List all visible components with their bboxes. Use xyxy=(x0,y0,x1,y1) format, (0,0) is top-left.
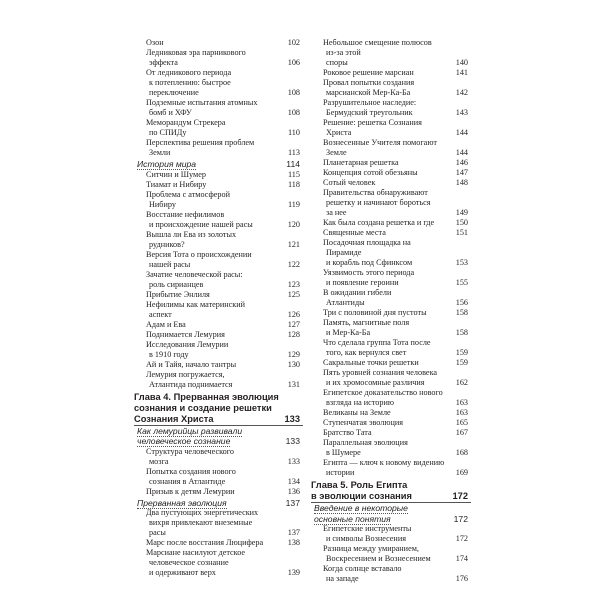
entry-title: Планетарная решетка xyxy=(323,158,399,167)
section-entry xyxy=(134,498,303,509)
entry-title: Небольшое смещение полюсов из-за этой споры xyxy=(323,38,432,67)
page-number: 133 xyxy=(285,436,300,446)
toc-entry xyxy=(134,68,303,98)
page-number: 133 xyxy=(284,413,300,424)
entry-title: Перспектива решения проблем Земли xyxy=(146,138,255,157)
chapter-heading xyxy=(311,480,471,502)
page-number: 174 xyxy=(455,554,468,563)
entry-title: Исследования Лемурии в 1910 году xyxy=(146,339,229,359)
entry-title: Провал попытки создания марсианской Мер-Ка-Ба xyxy=(323,78,415,97)
entry-title: Меморандум Стрекера по СПИДу xyxy=(146,118,226,137)
toc-entry xyxy=(134,210,303,230)
toc-left-column xyxy=(134,38,303,578)
page-number: 172 xyxy=(453,513,468,524)
page-number: 141 xyxy=(455,68,468,77)
page-number: 118 xyxy=(288,179,300,189)
page-number: 155 xyxy=(455,278,468,287)
entry-title: Египта — ключ к новому видению истории xyxy=(323,458,445,477)
entry-title: Ситчин и Шумер xyxy=(146,169,206,179)
toc-entry xyxy=(134,320,303,330)
toc-entry xyxy=(311,544,471,564)
page-number: 142 xyxy=(455,88,468,97)
page-number: 159 xyxy=(455,348,468,357)
page-number: 153 xyxy=(455,258,468,267)
section-entry xyxy=(134,426,303,447)
page-number: 106 xyxy=(287,58,300,67)
page-number: 139 xyxy=(287,568,300,577)
entry-title: Разрушительное наследие: Бермудский треугольник xyxy=(323,98,417,117)
entry-title: Роковое решение марсиан xyxy=(323,68,414,77)
entry-title: Два пустующих энергетических вихря привлекают внеземные расы xyxy=(146,508,259,537)
toc-entry xyxy=(311,168,471,178)
toc-right-column xyxy=(311,38,471,584)
entry-title: Тиамат и Нибиру xyxy=(146,179,207,189)
toc-entry xyxy=(311,138,471,158)
entry-title: Сакральные точки решетки xyxy=(323,358,419,367)
entry-title: Сотый человек xyxy=(323,178,376,187)
toc-entry xyxy=(311,178,471,188)
entry-title: Концепция сотой обезьяны xyxy=(323,168,418,177)
entry-title: Зачатие человеческой расы: роль сирианцев xyxy=(146,269,243,289)
toc-entry xyxy=(134,38,303,48)
page-number: 167 xyxy=(455,428,468,437)
page-number: 165 xyxy=(455,418,468,427)
page-number: 137 xyxy=(285,497,300,508)
entry-title: Адам и Ева xyxy=(146,319,186,329)
toc-entry xyxy=(134,538,303,548)
page-number: 115 xyxy=(288,169,300,179)
entry-title: Решение: решетка Сознания Христа xyxy=(323,118,422,137)
page-number: 133 xyxy=(287,456,300,466)
toc-entry xyxy=(134,360,303,370)
section-entry xyxy=(311,503,471,524)
entry-title: Призыв к детям Лемурии xyxy=(146,486,235,496)
page-number: 147 xyxy=(455,168,468,177)
page-number: 163 xyxy=(455,408,468,417)
toc-entry xyxy=(311,98,471,118)
toc-entry xyxy=(311,368,471,388)
entry-title: Глава 5. Роль Египта в эволюции сознания xyxy=(311,480,412,501)
toc-entry xyxy=(134,340,303,360)
toc-entry xyxy=(134,487,303,497)
toc-entry xyxy=(134,138,303,158)
entry-title: Вышла ли Ева из золотых рудников? xyxy=(146,229,237,249)
page-number: 169 xyxy=(455,468,468,477)
entry-title: Пять уровней сознания человека и их хромосомные различия xyxy=(323,368,438,387)
toc-entry xyxy=(311,268,471,288)
page-number: 163 xyxy=(455,398,468,407)
toc-entry xyxy=(311,408,471,418)
toc-entry xyxy=(311,238,471,268)
toc-entry xyxy=(311,564,471,584)
entry-title: Ледниковая эра парникового эффекта xyxy=(146,48,246,67)
page-number: 122 xyxy=(287,259,300,269)
page-number: 110 xyxy=(288,128,300,137)
toc-entry xyxy=(134,230,303,250)
page-number: 148 xyxy=(455,178,468,187)
entry-title: Проблема с атмосферой Нибиру xyxy=(146,189,230,209)
entry-title: Посадочная площадка на Пирамиде и корабль под Сфинксом xyxy=(323,238,413,267)
page-number: 127 xyxy=(287,319,300,329)
entry-title: История мира xyxy=(137,159,197,169)
entry-title: Прибытие Энлиля xyxy=(146,289,210,299)
page-number: 143 xyxy=(455,108,468,117)
page-number: 146 xyxy=(455,158,468,167)
page-number: 129 xyxy=(287,349,300,359)
entry-title: Марс после восстания Люцифера xyxy=(146,538,264,547)
page-number: 125 xyxy=(287,289,300,299)
toc-entry xyxy=(311,68,471,78)
page-number: 131 xyxy=(287,379,300,389)
toc-entry xyxy=(134,548,303,578)
entry-title: Память, магнитные поля и Мер-Ка-Ба xyxy=(323,318,410,337)
toc-entry xyxy=(311,338,471,358)
page-number: 119 xyxy=(288,199,300,209)
chapter-heading xyxy=(134,392,303,425)
page-number: 114 xyxy=(286,159,300,169)
entry-title: Когда солнце вставало на западе xyxy=(323,564,402,583)
page-number: 162 xyxy=(455,378,468,387)
page-number: 134 xyxy=(287,476,300,486)
entry-title: Восстание нефилимов и происхождение нашей расы xyxy=(146,209,253,229)
page-number: 102 xyxy=(287,38,300,47)
entry-title: Разница между умиранием, Воскресением и Вознесением xyxy=(323,544,431,563)
entry-title: Ай и Тайя, начало тантры xyxy=(146,359,237,369)
page-number: 126 xyxy=(287,309,300,319)
entry-title: Священные места xyxy=(323,228,386,237)
toc-entry xyxy=(311,118,471,138)
page-number: 121 xyxy=(287,239,300,249)
page-number: 120 xyxy=(287,219,300,229)
entry-title: Поднимается Лемурия xyxy=(146,329,225,339)
page-number: 172 xyxy=(455,534,468,543)
page-number: 144 xyxy=(455,148,468,157)
entry-title: Прерванная эволюция xyxy=(137,497,227,508)
toc-entry xyxy=(134,180,303,190)
toc-entry xyxy=(311,288,471,308)
entry-title: Как лемурийцы развивали человеческое сознание xyxy=(137,425,243,446)
entry-title: Озон xyxy=(146,38,164,47)
page-number: 151 xyxy=(455,228,468,237)
toc-entry xyxy=(134,48,303,68)
entry-title: Три с половиной дня пустоты xyxy=(323,308,427,317)
toc-entry xyxy=(311,78,471,98)
entry-title: Египетские инструменты и символы Вознесения xyxy=(323,524,412,543)
entry-title: Что сделала группа Тота после того, как вернулся свет xyxy=(323,338,431,357)
entry-title: Структура человеческого мозга xyxy=(146,446,234,466)
entry-title: Великаны на Земле xyxy=(323,408,391,417)
page-number: 172 xyxy=(452,491,468,501)
entry-title: Подземные испытания атомных бомб и ХФУ xyxy=(146,98,258,117)
toc-entry xyxy=(134,270,303,290)
entry-title: Версия Тота о происхождении нашей расы xyxy=(146,249,252,269)
entry-title: Братство Тата xyxy=(323,428,372,437)
entry-title: Как была создана решетка и где xyxy=(323,218,435,227)
page-number: 149 xyxy=(455,208,468,217)
toc-entry xyxy=(311,318,471,338)
toc-entry xyxy=(311,418,471,428)
toc-entry xyxy=(134,330,303,340)
toc-entry xyxy=(311,358,471,368)
section-entry xyxy=(134,159,303,170)
page-number: 138 xyxy=(287,538,300,547)
toc-entry xyxy=(134,467,303,487)
toc-entry xyxy=(134,250,303,270)
toc-entry xyxy=(311,218,471,228)
page-number: 176 xyxy=(455,574,468,583)
entry-title: Нефилимы как материнский аспект xyxy=(146,299,246,319)
toc-entry xyxy=(311,458,471,478)
toc-entry xyxy=(311,524,471,544)
page-number: 136 xyxy=(287,486,300,496)
entry-title: Попытка создания нового сознания в Атлантиде xyxy=(146,466,236,486)
entry-title: Вознесенные Учителя помогают Земле xyxy=(323,138,437,157)
entry-title: В ожидании гибели Атлантиды xyxy=(323,288,392,307)
entry-title: Египетское доказательство нового взгляда на историю xyxy=(323,388,443,407)
entry-title: Параллельная эволюция в Шумере xyxy=(323,438,408,457)
toc-entry xyxy=(311,38,471,68)
toc-entry xyxy=(134,447,303,467)
page-number: 123 xyxy=(287,279,300,289)
entry-title: Лемурия погружается, Атлантида поднимается xyxy=(146,369,233,389)
toc-entry xyxy=(134,98,303,118)
toc-entry xyxy=(311,308,471,318)
page-number: 158 xyxy=(455,308,468,317)
toc-entry xyxy=(134,370,303,390)
page-number: 140 xyxy=(455,58,468,67)
page-number: 128 xyxy=(287,329,300,339)
page-number: 150 xyxy=(455,218,468,227)
entry-title: От ледникового периода к потеплению: быстрое переключение xyxy=(146,68,232,97)
entry-title: Ступенчатая эволюция xyxy=(323,418,404,427)
page-number: 108 xyxy=(287,108,300,117)
entry-title: Уязвимость этого периода и появление героини xyxy=(323,268,415,287)
toc-entry xyxy=(134,290,303,300)
page-number: 130 xyxy=(287,359,300,369)
entry-title: Правительства обнаруживают решетку и начинают бороться за нее xyxy=(323,188,431,217)
page-number: 156 xyxy=(455,298,468,307)
entry-title: Глава 4. Прерванная эволюция сознания и создание решетки Сознания Христа xyxy=(134,391,279,424)
toc-entry xyxy=(311,228,471,238)
page-number: 144 xyxy=(455,128,468,137)
page-number: 159 xyxy=(455,358,468,367)
toc-entry xyxy=(134,170,303,180)
toc-entry xyxy=(311,388,471,408)
page-number: 108 xyxy=(287,88,300,97)
entry-title: Марсиане насилуют детское человеческое сознание и одерживают верх xyxy=(146,548,246,577)
toc-entry xyxy=(134,508,303,538)
page-number: 168 xyxy=(455,448,468,457)
toc-entry xyxy=(134,300,303,320)
page-number: 137 xyxy=(287,528,300,537)
toc-entry xyxy=(311,188,471,218)
toc-entry xyxy=(311,428,471,438)
toc-entry xyxy=(134,190,303,210)
toc-entry xyxy=(311,158,471,168)
toc-entry xyxy=(134,118,303,138)
entry-title: Введение в некоторые основные понятия xyxy=(314,503,408,524)
page-number: 158 xyxy=(455,328,468,337)
page-number: 113 xyxy=(288,148,300,157)
toc-entry xyxy=(311,438,471,458)
